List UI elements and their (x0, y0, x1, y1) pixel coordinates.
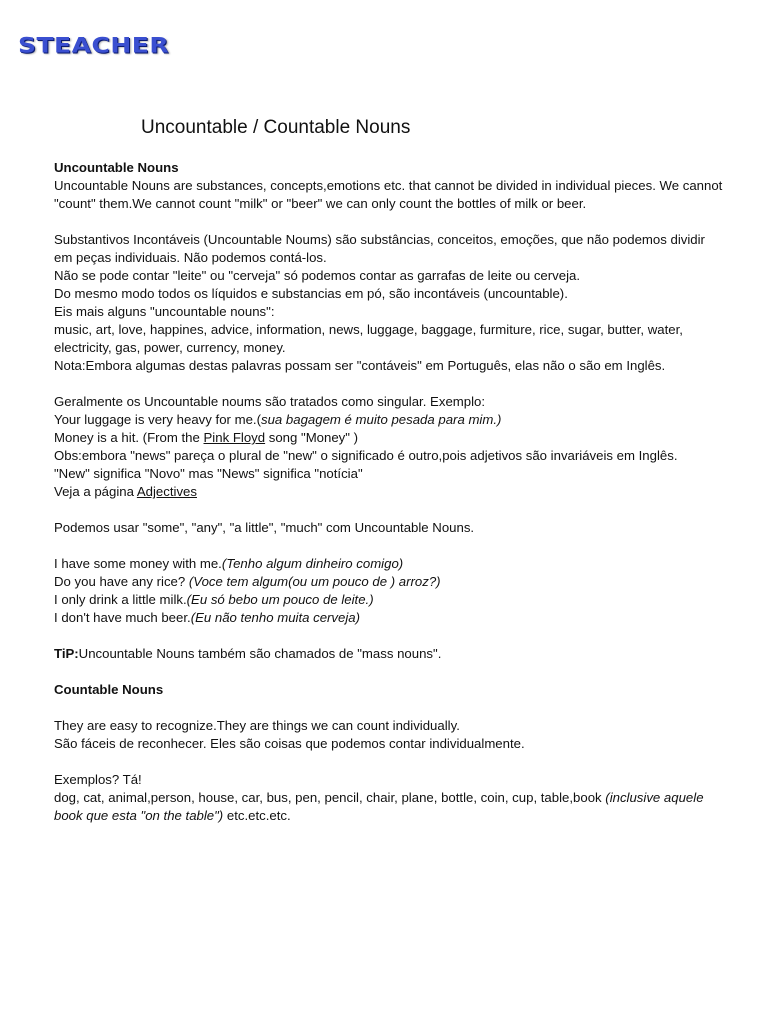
example-en: I don't have much beer. (54, 610, 191, 625)
examples-label: Exemplos? Tá! (54, 772, 142, 787)
countable-en: They are easy to recognize.They are things we can count individually. (54, 718, 460, 733)
example-pt: (Tenho algum dinheiro comigo) (221, 556, 404, 571)
uncountable-heading: Uncountable Nouns (54, 160, 179, 175)
tip-text: Uncountable Nouns também são chamados de "mass nouns". (78, 646, 442, 661)
steacher-logo: STEACHER (18, 32, 170, 58)
pt-liquids: Do mesmo modo todos os líquidos e substancias em pó, são incontáveis (uncountable). (54, 286, 568, 301)
luggage-en: Your luggage is very heavy for me.( (54, 412, 261, 427)
tip-label: TiP: (54, 646, 79, 661)
pt-more-nouns-intro: Eis mais alguns "uncountable nouns": (54, 304, 275, 319)
document-body (54, 159, 726, 825)
money-b: song "Money" ) (265, 430, 359, 445)
uncountable-definition: Uncountable Nouns are substances, concepts,emotions etc. that cannot be divided in individual pieces. We cannot "count" them.We cannot count "milk" or "beer" we can only count the bottles of milk or beer. (54, 178, 723, 211)
news-obs: Obs:embora "news" pareça o plural de "new" o significado é outro,pois adjetivos são invariáveis em Inglês. (54, 448, 678, 463)
adjectives-link[interactable]: Adjectives (136, 484, 197, 499)
countable-examples (54, 789, 726, 825)
countable-note: (inclusive aquele book que esta "on the table") (54, 790, 704, 823)
example-pt: (Eu não tenho muita cerveja) (190, 610, 361, 625)
example-line (54, 573, 726, 591)
example-line (54, 609, 726, 627)
countable-heading: Countable Nouns (54, 682, 164, 697)
example-pt: (Voce tem algum(ou um pouco de ) arroz?) (188, 574, 441, 589)
example-line (54, 591, 726, 609)
example-en: I have some money with me. (54, 556, 222, 571)
countable-pt: São fáceis de reconhecer. Eles são coisas que podemos contar individualmente. (54, 736, 525, 751)
example-line (54, 555, 726, 573)
pt-note: Nota:Embora algumas destas palavras possam ser "contáveis" em Português, elas não o são em Inglês. (54, 358, 666, 373)
pt-milk-beer: Não se pode contar "leite" ou "cerveja" só podemos contar as garrafas de leite ou cerveja. (54, 268, 581, 283)
countable-list: dog, cat, animal,person, house, car, bus, pen, pencil, chair, plane, bottle, coin, cup, table,book (54, 790, 606, 805)
example-en: I only drink a little milk. (54, 592, 187, 607)
example-en: Do you have any rice? (54, 574, 189, 589)
money-a: Money is a hit. (From the (54, 430, 204, 445)
see-page (54, 483, 726, 501)
example-pt: (Eu só bebo um pouco de leite.) (186, 592, 374, 607)
see-page-text: Veja a página (54, 484, 137, 499)
new-vs-news: "New" significa "Novo" mas "News" significa "notícia" (54, 466, 363, 481)
money-example (54, 429, 726, 447)
pink-floyd-link[interactable]: Pink Floyd (203, 430, 266, 445)
page-title: Uncountable / Countable Nouns (141, 117, 411, 138)
uncountable-list: music, art, love, happines, advice, information, news, luggage, baggage, furmiture, rice, sugar, butter, water, electricity, gas, power, currency, money. (54, 322, 683, 355)
luggage-pt: sua bagagem é muito pesada para mim.) (260, 412, 502, 427)
countable-etc: etc.etc.etc. (223, 808, 291, 823)
luggage-example (54, 411, 726, 429)
singular-intro: Geralmente os Uncountable noums são tratados como singular. Exemplo: (54, 394, 486, 409)
usage-line: Podemos usar "some", "any", "a little", "much" com Uncountable Nouns. (54, 520, 475, 535)
pt-definition: Substantivos Incontáveis (Uncountable Noums) são substâncias, conceitos, emoções, que não podemos dividir em peças individuais. Não podemos contá-los. (54, 232, 705, 265)
tip-line (54, 645, 726, 663)
